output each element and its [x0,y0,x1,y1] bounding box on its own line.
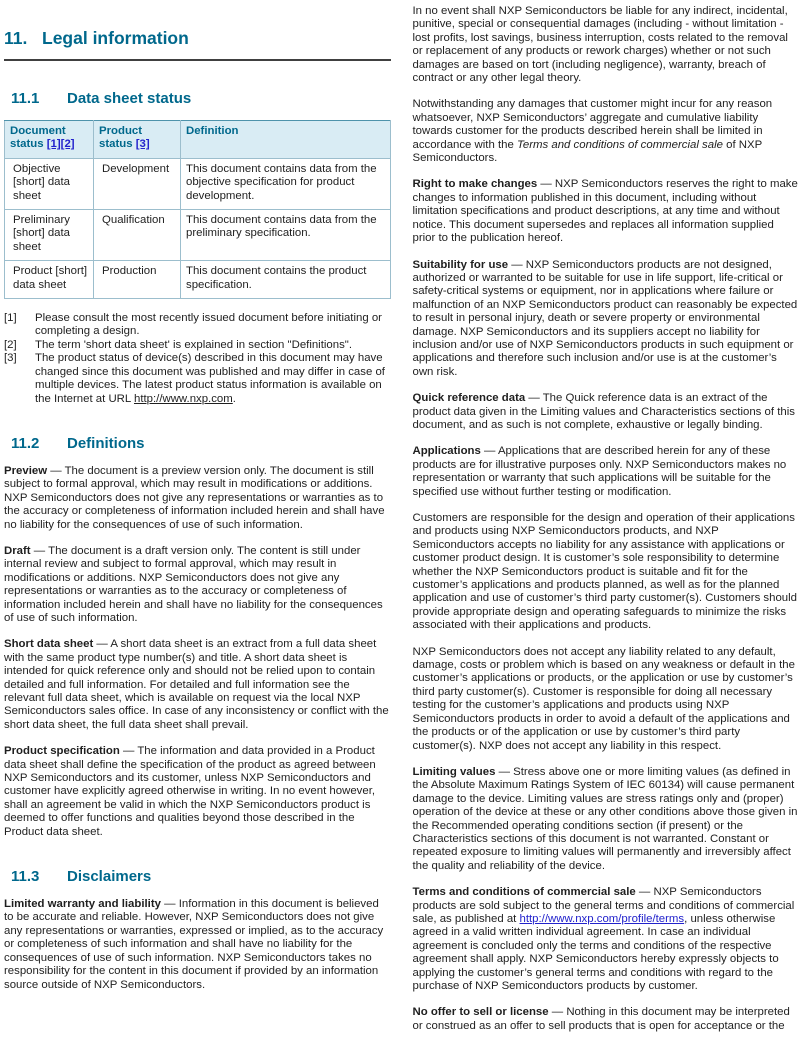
footnote-text: The term 'short data sheet' is explained in section "Definitions". [35,338,352,351]
footnote [4,339,391,352]
col-header-document-status [5,121,94,159]
disclaimer-term: Applications [412,445,481,458]
terms-url-link[interactable]: http://www.nxp.com/profile/terms [519,912,685,925]
table-footnotes [4,312,391,406]
definition-paragraph-short-data-sheet [4,638,391,732]
definition-paragraph-draft [4,545,391,625]
footnote-text-pre: The product status of device(s) described in this document may have changed since this document was published and may differ in case of multiple devices. The latest product status information is available on the Internet at URL [35,352,385,405]
footnote-ref-link-3[interactable]: [3] [135,138,150,151]
table-row [5,261,391,299]
definitions-heading [4,435,391,452]
col-header-label: Product status [99,125,143,151]
paragraph-text: — NXP Semiconductors products are not designed, authorized or warranted to be suitable for use in life support, life-critical or safety-critical systems or equipment, nor in applications where failure or malfunction of an NXP Semiconductors product can reasonably be expected to result in personal injury, death or severe property or environmental damage. NXP Semiconductors and its suppliers accept no liability for inclusion and/or use of NXP Semiconductors products in such equipment or applications and therefore such inclusion and/or use is at the customer’s own risk. [412,258,798,378]
col-header-label: Definition [186,125,239,137]
table-row [5,158,391,209]
paragraph-text: — Nothing in this document may be interpreted or construed as an offer to sell products that is open for acceptance or the [412,1006,790,1032]
disclaimers-heading [4,868,391,885]
disclaimer-term: No offer to sell or license [412,1006,549,1019]
footnote-id: [2] [4,338,17,351]
paragraph-terms-and-conditions [413,886,800,993]
definition-term: Preview [4,464,48,477]
cell-definition: This document contains data from the preliminary specification. [181,210,391,261]
subsection-number: 11.3 [11,868,40,886]
definition-paragraph-preview [4,465,391,532]
cell-product-status: Qualification [94,210,181,261]
paragraph-text: In no event shall NXP Semiconductors be liable for any indirect, incidental, punitive, special or consequential damages (including - without limitation - lost profits, lost savings, business interruption, costs related to the removal or replacement of any products or rework charges) whether or not such damages are based on tort (including negligence), warranty, breach of contract or any other legal theory. [412,5,788,85]
cell-product-status: Production [94,261,181,299]
definition-term: Product specification [4,745,120,758]
italic-phrase: Terms and conditions of commercial sale [516,138,723,151]
legal-information-heading [4,28,391,49]
footnote [4,352,391,406]
footnote-ref-link-2[interactable]: [2] [60,138,75,151]
paragraph-text: NXP Semiconductors does not accept any liability related to any default, damage, costs or problem which is based on any weakness or default in the customer’s applications or products, or the application or use by customer’s third party customer(s). Customer is responsible for doing all necessary testing for the customer’s applications and products using NXP Semiconductors products in order to avoid a default of the applications and the products or of the application or use by customer’s third party customer(s). NXP does not accept any liability in this respect. [412,645,795,752]
definition-body: — The information and data provided in a Product data sheet shall define the specification of the product as agreed between NXP Semiconductors and its customer, unless NXP Semiconductors and customer have explicitly agreed otherwise in writing. In no event however, shall an agreement be valid in which the NXP Semiconductors product is deemed to offer functions and qualities beyond those described in the Product data sheet. [4,745,376,838]
paragraph-text: — The Quick reference data is an extract of the product data given in the Limiting values and Characteristics sections of this document, and as such is not complete, exhaustive or legally binding. [412,392,795,431]
section-number: 11. [4,28,28,48]
nxp-url-link[interactable]: http://www.nxp.com [133,392,233,405]
definition-paragraph-product-specification [4,745,391,839]
subsection-title: Definitions [67,434,145,452]
subsection-title: Disclaimers [67,868,152,886]
table-header-row [5,121,391,159]
paragraph-suitability-for-use [413,259,800,380]
paragraph-customers-responsible [413,512,800,633]
footnote-text: Please consult the most recently issued document before initiating or completing a design. [35,312,382,338]
paragraph-text: — Applications that are described herein for any of these products are for illustrative purposes only. NXP Semiconductors makes no representation or warranty that such applications will be suitable for the specified use without further testing or modification. [412,445,787,498]
paragraph-text: of NXP Semiconductors. [412,138,762,165]
cell-definition: This document contains data from the objective specification for product development. [181,158,391,209]
paragraph-text: — NXP Semiconductors products are sold subject to the general terms and conditions of commercial sale, as published at [412,886,795,925]
paragraph-right-to-make-changes [413,178,800,245]
paragraph-applications [413,445,800,499]
col-header-product-status [94,121,181,159]
definition-body: — The document is a draft version only. The content is still under internal review and subject to formal approval, which may result in modifications or additions. NXP Semiconductors does not give any representations or warranties as to the accuracy or completeness of information included herein and shall have no liability for the consequences of use of such information. [4,544,383,624]
col-header-label: Document status [10,125,66,151]
definition-term: Draft [4,544,31,557]
paragraph-notwithstanding [413,98,800,165]
col-header-definition [181,121,391,159]
footnote-text-post: . [232,392,236,405]
subsection-number: 11.2 [11,434,40,452]
disclaimer-body: — Information in this document is believed to be accurate and reliable. However, NXP Semiconductors does not give any representations or warranties, expressed or implied, as to the accuracy or completeness of such information and shall have no liability for the consequences of use of such information. NXP Semiconductors takes no responsibility for the content in this document if provided by an information source outside of NXP Semiconductors. [4,898,384,991]
left-column [4,4,391,1046]
data-sheet-status-heading [4,90,391,107]
paragraph-text: — Stress above one or more limiting values (as defined in the Absolute Maximum Ratings System of IEC 60134) will cause permanent damage to the device. Limiting values are stress ratings only and (proper) operation of the device at these or any other conditions above those given in the Recommended operating conditions section (if present) or the Characteristics sections of this document is not warranted. Constant or repeated exposure to limiting values will permanently and irreversibly affect the quality and reliability of the device. [412,765,798,872]
cell-document-status: Objective [short] data sheet [5,158,94,209]
disclaimer-term: Suitability for use [412,258,509,271]
paragraph-text: Notwithstanding any damages that customer might incur for any reason whatsoever, NXP Semiconductors’ aggregate and cumulative liability towards customer for the products described herein shall be limited in accordance with the [412,98,773,151]
definition-body: — The document is a preview version only. The document is still subject to formal approval, which may result in modifications or additions. NXP Semiconductors does not give any representations or warranties as to the accuracy or completeness of information included herein and shall have no liability for the consequences of use of such information. [4,464,385,531]
table-row [5,210,391,261]
disclaimer-term: Right to make changes [412,178,538,191]
paragraph-text: — NXP Semiconductors reserves the right to make changes to information published in this document, including without limitation specifications and product descriptions, at any time and without notice. This document supersedes and replaces all information supplied prior to the publication hereof. [412,178,798,245]
definition-term: Short data sheet [4,638,94,651]
cell-definition: This document contains the product specification. [181,261,391,299]
footnote-id: [3] [4,352,17,365]
disclaimer-term: Quick reference data [412,392,526,405]
paragraph-no-liability-default [413,646,800,753]
heading-rule [4,59,391,61]
definition-body: — A short data sheet is an extract from a full data sheet with the same product type number(s) and title. A short data sheet is intended for quick reference only and should not be relied upon to contain detailed and full information. For detailed and full information see the relevant full data sheet, which is available on request via the local NXP Semiconductors sales office. In case of any inconsistency or conflict with the short data sheet, the full data sheet shall prevail. [4,638,389,731]
paragraph-limiting-values [413,766,800,873]
section-title: Legal information [42,28,189,48]
paragraph-quick-reference-data [413,392,800,432]
disclaimer-paragraph-limited-warranty [4,898,391,992]
subsection-title: Data sheet status [67,90,192,107]
disclaimer-term: Terms and conditions of commercial sale [412,886,636,899]
cell-document-status: Preliminary [short] data sheet [5,210,94,261]
paragraph-text: , unless otherwise agreed in a valid written individual agreement. In case an individual agreement is concluded only the terms and conditions of the respective agreement shall apply. NXP Semiconductors hereby expressly objects to applying the customer’s general terms and conditions with regard to the purchase of NXP Semiconductors products by customer. [412,912,779,992]
data-sheet-status-table [4,120,391,299]
footnote-ref-link-1[interactable]: [1] [46,138,61,151]
cell-document-status: Product [short] data sheet [5,261,94,299]
cell-product-status: Development [94,158,181,209]
right-column [413,4,800,1046]
footnote-id: [1] [4,312,17,325]
footnote [4,312,391,339]
footnote-text [35,352,391,406]
paragraph-liability-continuation [413,5,800,85]
disclaimer-term: Limiting values [412,765,496,778]
subsection-number: 11.1 [11,90,40,107]
paragraph-text: Customers are responsible for the design and operation of their applications and products using NXP Semiconductors products, and NXP Semiconductors accepts no liability for any assistance with applications or customer product design. It is customer’s sole responsibility to determine whether the NXP Semiconductors product is suitable and fit for the customer’s applications and products planned, as well as for the planned application and use of customer’s third party customer(s). Customers should provide appropriate design and operating safeguards to minimize the risks associated with their applications and products. [412,512,798,632]
disclaimer-term: Limited warranty and liability [4,898,161,911]
paragraph-no-offer-to-sell [413,1006,800,1033]
